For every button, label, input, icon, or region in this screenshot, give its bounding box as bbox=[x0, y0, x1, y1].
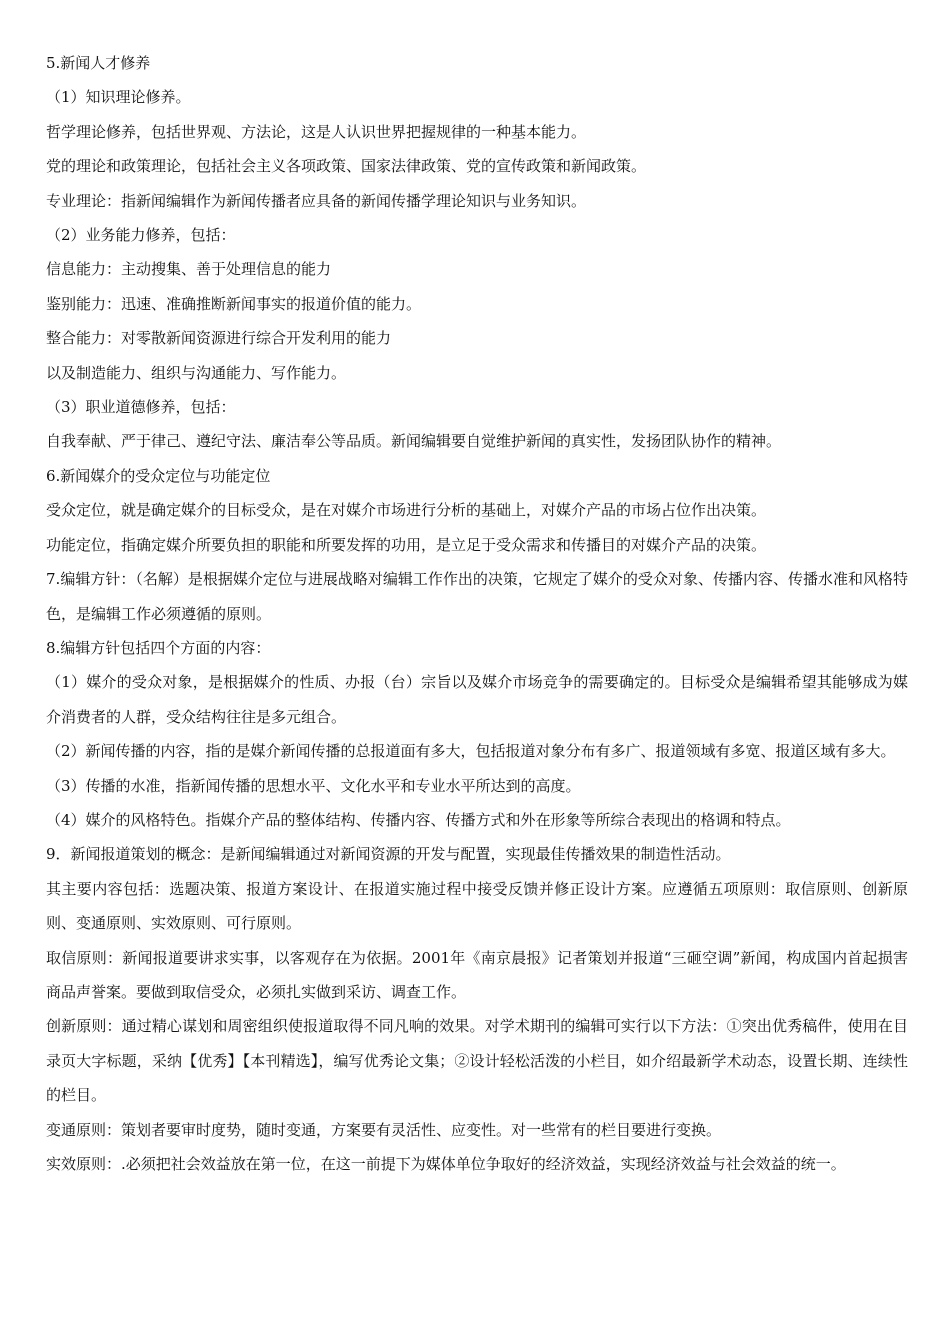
paragraph-news-content: （2）新闻传播的内容，指的是媒介新闻传播的总报道面有多大，包括报道对象分布有多广、报道领域有多宽、报道区域有多大。 bbox=[46, 742, 896, 761]
subheading-professional-ethics: （3）职业道德修养，包括： bbox=[46, 398, 236, 417]
section-heading-editorial-policy-contents: 8.编辑方针包括四个方面的内容： bbox=[46, 638, 271, 657]
paragraph-planning-contents: 其主要内容包括：选题决策、报道方案设计、在报道实施过程中接受反馈并修正设计方案。应遵循五项原则：取信原则、创新原则、变通原则、实效原则、可行原则。 bbox=[46, 879, 908, 933]
document-page bbox=[46, 46, 908, 1181]
paragraph-audience-positioning: 受众定位，就是确定媒介的目标受众，是在对媒介市场进行分析的基础上，对媒介产品的市场占位作出决策。 bbox=[46, 501, 767, 520]
paragraph-communication-level: （3）传播的水准，指新闻传播的思想水平、文化水平和专业水平所达到的高度。 bbox=[46, 776, 581, 795]
paragraph-information-ability: 信息能力：主动搜集、善于处理信息的能力 bbox=[46, 260, 332, 279]
paragraph-flexibility-principle: 变通原则：策划者要审时度势，随时变通，方案要有灵活性、应变性。对一些常有的栏目要进行变换。 bbox=[46, 1120, 722, 1139]
paragraph-credibility-principle: 取信原则：新闻报道要讲求实事，以客观存在为依据。2001年《南京晨报》记者策划并报道“三砸空调”新闻，构成国内首起损害商品声誉案。要做到取信受众，必须扎实做到采访、调查工作。 bbox=[46, 948, 908, 1001]
paragraph-integration-ability: 整合能力：对零散新闻资源进行综合开发利用的能力 bbox=[46, 329, 392, 348]
subheading-business-ability: （2）业务能力修养，包括： bbox=[46, 226, 236, 245]
paragraph-professional-theory: 专业理论：指新闻编辑作为新闻传播者应具备的新闻传播学理论知识与业务知识。 bbox=[46, 191, 587, 210]
paragraph-media-style: （4）媒介的风格特色。指媒介产品的整体结构、传播内容、传播方式和外在形象等所综合表现出的格调和特点。 bbox=[46, 810, 791, 829]
paragraph-editorial-policy: 7.编辑方针：（名解）是根据媒介定位与进展战略对编辑工作作出的决策，它规定了媒介的受众对象、传播内容、传播水准和风格特色，是编辑工作必须遵循的原则。 bbox=[46, 570, 908, 623]
paragraph-function-positioning: 功能定位，指确定媒介所要负担的职能和所要发挥的功用，是立足于受众需求和传播目的对媒介产品的决策。 bbox=[46, 535, 767, 554]
paragraph-other-abilities: 以及制造能力、组织与沟通能力、写作能力。 bbox=[46, 363, 347, 382]
section-heading-media-positioning: 6.新闻媒介的受众定位与功能定位 bbox=[46, 466, 271, 485]
paragraph-innovation-principle: 创新原则：通过精心谋划和周密组织使报道取得不同凡响的效果。对学术期刊的编辑可实行以下方法：①突出优秀稿件，使用在目录页大字标题，采纳【优秀】【本刊精选】，编写优秀论文集；②设计轻松活泼的小栏目，如介绍最新学术动态，设置长期、连续性的栏目。 bbox=[46, 1017, 908, 1105]
section-heading-talent-cultivation: 5.新闻人才修养 bbox=[46, 54, 151, 72]
paragraph-philosophy-theory: 哲学理论修养，包括世界观、方法论，这是人认识世界把握规律的一种基本能力。 bbox=[46, 122, 587, 141]
paragraph-audience-target: （1）媒介的受众对象，是根据媒介的性质、办报（台）宗旨以及媒介市场竞争的需要确定的。目标受众是编辑希望其能够成为媒介消费者的人群，受众结构往往是多元组合。 bbox=[46, 673, 908, 726]
paragraph-identification-ability: 鉴别能力：迅速、准确推断新闻事实的报道价值的能力。 bbox=[46, 294, 422, 313]
section-heading-news-planning: 9．新闻报道策划的概念：是新闻编辑通过对新闻资源的开发与配置，实现最佳传播效果的制造性活动。 bbox=[46, 845, 731, 864]
paragraph-ethics-qualities: 自我奉献、严于律己、遵纪守法、廉洁奉公等品质。新闻编辑要自觉维护新闻的真实性，发扬团队协作的精神。 bbox=[46, 432, 782, 451]
paragraph-effectiveness-principle: 实效原则：.必须把社会效益放在第一位，在这一前提下为媒体单位争取好的经济效益，实现经济效益与社会效益的统一。 bbox=[46, 1155, 846, 1173]
subheading-knowledge-theory: （1）知识理论修养。 bbox=[46, 88, 191, 107]
paragraph-party-policy-theory: 党的理论和政策理论，包括社会主义各项政策、国家法律政策、党的宣传政策和新闻政策。 bbox=[46, 157, 647, 176]
